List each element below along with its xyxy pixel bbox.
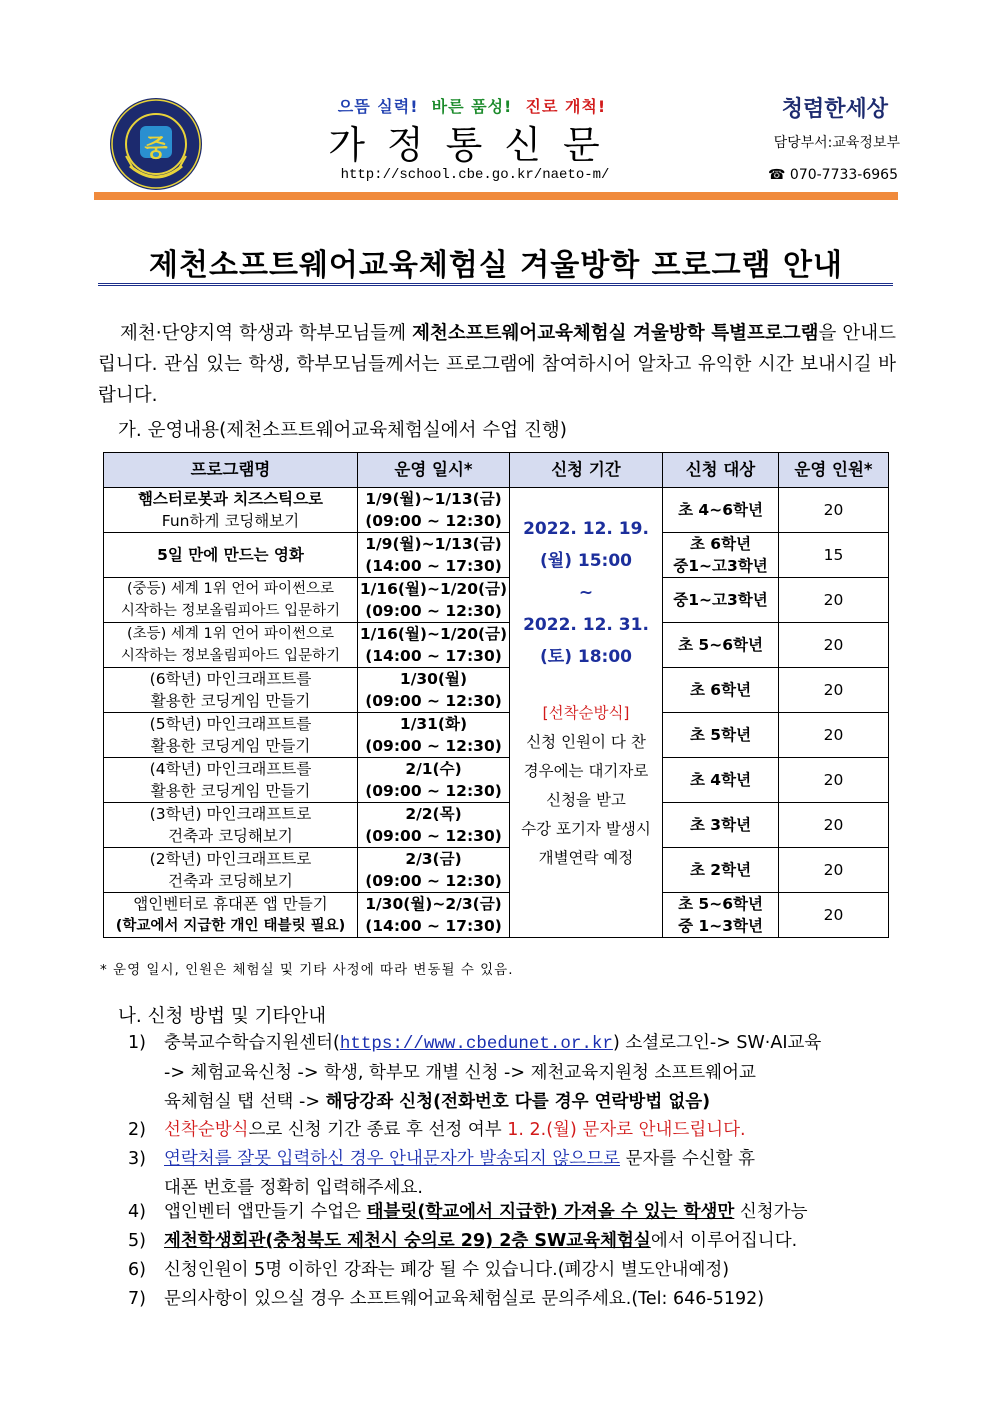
integrity-brand <box>748 92 888 126</box>
table-row <box>104 578 889 623</box>
motto-1: 으뜸 실력! <box>337 97 419 116</box>
table-row <box>104 533 889 578</box>
program-target: 초 5~6학년 <box>663 623 779 668</box>
period-note: [선착순방식] 신청 인원이 다 찬 경우에는 대기자로 신청을 받고 수강 포기자 발생시 개별연락 예정 <box>510 699 662 873</box>
program-name: (6학년) 마인크래프트를 활용한 코딩게임 만들기 <box>104 668 358 713</box>
program-target: 초 6학년 <box>663 668 779 713</box>
table-row <box>104 668 889 713</box>
program-target: 초 6학년 중1~고3학년 <box>663 533 779 578</box>
table-row <box>104 803 889 848</box>
table-row <box>104 713 889 758</box>
application-period <box>510 488 663 938</box>
program-count: 20 <box>779 578 889 623</box>
program-target: 초 4~6학년 <box>663 488 779 533</box>
table-header-row <box>104 453 889 488</box>
program-schedule: 1/16(월)~1/20(금) (09:00 ~ 12:30) <box>358 578 510 623</box>
program-target: 초 5학년 <box>663 713 779 758</box>
program-count: 20 <box>779 713 889 758</box>
program-schedule: 1/31(화) (09:00 ~ 12:30) <box>358 713 510 758</box>
period-end-date: 2022. 12. 31. <box>523 614 649 635</box>
program-name: (4학년) 마인크래프트를 활용한 코딩게임 만들기 <box>104 758 358 803</box>
period-start-date: 2022. 12. 19. <box>523 518 649 539</box>
program-count: 20 <box>779 803 889 848</box>
phone-number: 070-7733-6965 <box>789 167 898 183</box>
program-name: 앱인벤터로 휴대폰 앱 만들기 (학교에서 지급한 개인 태블릿 필요) <box>104 893 358 938</box>
motto-2: 바른 품성! <box>431 97 513 116</box>
program-count: 20 <box>779 488 889 533</box>
phone-icon: ☎ <box>768 167 786 183</box>
program-schedule: 2/3(금) (09:00 ~ 12:30) <box>358 848 510 893</box>
table-row <box>104 623 889 668</box>
program-schedule: 1/9(월)~1/13(금) (09:00 ~ 12:30) <box>358 488 510 533</box>
intro-program-name: 제천소프트웨어교육체험실 겨울방학 특별프로그램 <box>412 323 819 344</box>
program-name: (2학년) 마인크래프트로 건축과 코딩해보기 <box>104 848 358 893</box>
program-schedule: 1/30(월)~2/3(금) (14:00 ~ 17:30) <box>358 893 510 938</box>
program-target: 초 4학년 <box>663 758 779 803</box>
program-count: 20 <box>779 848 889 893</box>
phone-line <box>720 167 898 183</box>
program-schedule: 1/16(월)~1/20(금) (14:00 ~ 17:30) <box>358 623 510 668</box>
header-period: 신청 기간 <box>510 453 663 488</box>
program-schedule: 1/30(월) (09:00 ~ 12:30) <box>358 668 510 713</box>
motto-3: 진로 개척! <box>525 97 607 116</box>
period-method: [선착순방식] <box>542 703 630 722</box>
header-target: 신청 대상 <box>663 453 779 488</box>
table-row <box>104 488 889 533</box>
brand-text: 청렴한세상 <box>781 96 888 122</box>
table-row <box>104 848 889 893</box>
program-name: 햄스터로봇과 치즈스틱으로 Fun하게 코딩해보기 <box>104 488 358 533</box>
section-b-heading: 나. 신청 방법 및 기타안내 <box>118 1006 327 1027</box>
program-count: 15 <box>779 533 889 578</box>
period-start-time: (월) 15:00 <box>540 550 632 571</box>
program-name: (중등) 세계 1위 언어 파이썬으로 시작하는 정보올림피아드 입문하기 <box>104 578 358 623</box>
program-count: 20 <box>779 893 889 938</box>
program-schedule: 2/1(수) (09:00 ~ 12:30) <box>358 758 510 803</box>
table-row <box>104 758 889 803</box>
period-end-time: (토) 18:00 <box>540 646 632 667</box>
header-program: 프로그램명 <box>104 453 358 488</box>
program-schedule: 1/9(월)~1/13(금) (14:00 ~ 17:30) <box>358 533 510 578</box>
header-rule <box>94 192 898 200</box>
intro-part-1: 제천·단양지역 학생과 학부모님들께 <box>120 323 413 344</box>
program-name: (초등) 세계 1위 언어 파이썬으로 시작하는 정보올림피아드 입문하기 <box>104 623 358 668</box>
program-name: (3학년) 마인크래프트로 건축과 코딩해보기 <box>104 803 358 848</box>
program-count: 20 <box>779 668 889 713</box>
school-url[interactable]: http://school.cbe.go.kr/naeto-m/ <box>340 167 610 183</box>
program-target: 초 3학년 <box>663 803 779 848</box>
department: 담당부서:교육정보부 <box>773 135 900 151</box>
header-schedule: 운영 일시* <box>358 453 510 488</box>
program-target: 중1~고3학년 <box>663 578 779 623</box>
header-count: 운영 인원* <box>779 453 889 488</box>
program-target: 초 2학년 <box>663 848 779 893</box>
program-count: 20 <box>779 758 889 803</box>
program-table <box>103 452 889 938</box>
program-name: (5학년) 마인크래프트를 활용한 코딩게임 만들기 <box>104 713 358 758</box>
title-rule <box>98 283 893 286</box>
cbedunet-link[interactable]: https://www.cbedunet.or.kr <box>339 1034 613 1054</box>
table-footnote: * 운영 일시, 인원은 체험실 및 기타 사정에 따라 변동될 수 있음. <box>100 962 514 978</box>
newsletter-title: 가정통신문 <box>328 123 622 167</box>
program-target: 초 5~6학년 중 1~3학년 <box>663 893 779 938</box>
section-a-heading: 가. 운영내용(제천소프트웨어교육체험실에서 수업 진행) <box>118 420 567 441</box>
intro-paragraph <box>98 318 896 411</box>
period-tilde: ~ <box>578 582 594 603</box>
program-schedule: 2/2(목) (09:00 ~ 12:30) <box>358 803 510 848</box>
program-count: 20 <box>779 623 889 668</box>
intro-part-3: 을 안내드립니다. 관심 있는 학생, 학부모님들께서는 프로그램에 참여하시어 알차고 유익한 시간 보내시길 바랍니다. <box>98 323 896 406</box>
table-row <box>104 893 889 938</box>
document-title: 제천소프트웨어교육체험실 겨울방학 프로그램 안내 <box>149 248 843 283</box>
logo-char: 중 <box>144 134 168 162</box>
program-name: 5일 만에 만드는 영화 <box>104 533 358 578</box>
